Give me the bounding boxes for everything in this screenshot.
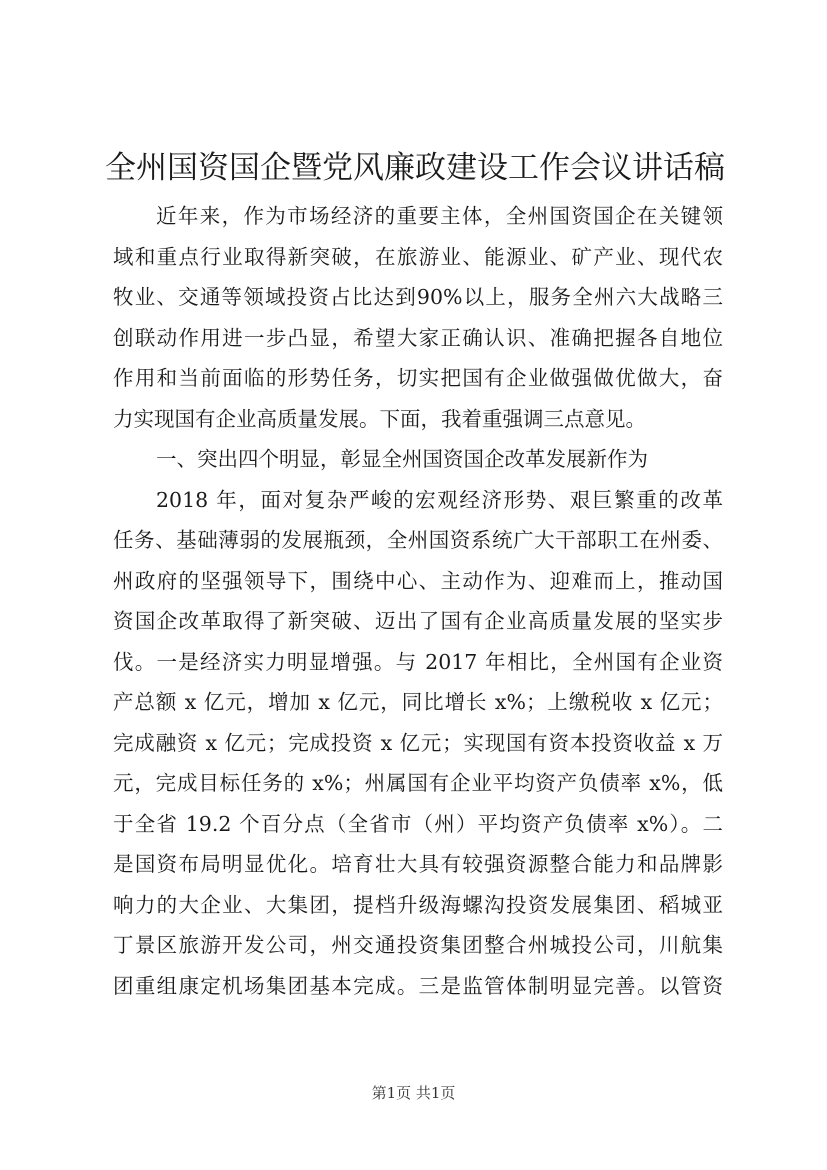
paragraph-line: 伐。一是经济实力明显增强。与 2017 年相比，全州国有企业资 [113,649,723,674]
paragraph-line: 是国资布局明显优化。培育壮大具有较强资源整合能力和品牌影 [113,852,723,876]
paragraph-line: 资国企改革取得了新突破、迈出了国有企业高质量发展的坚实步 [113,609,723,633]
document-body [113,196,723,1006]
paragraph-line: 州政府的坚强领导下，围绕中心、主动作为、迎难而上，推动国 [113,568,723,593]
section-heading: 一、突出四个明显，彰显全州国资国企改革发展新作为 [156,447,648,471]
paragraph-line: 团重组康定机场集团基本完成。三是监管体制明显完善。以管资 [113,973,723,998]
paragraph-line: 响力的大企业、大集团，提档升级海螺沟投资发展集团、稻城亚 [113,892,723,917]
paragraph-line: 牧业、交通等领域投资占比达到90%以上，服务全州六大战略三 [113,285,723,309]
paragraph-line: 丁景区旅游开发公司，州交通投资集团整合州城投公司，川航集 [113,933,723,957]
page-footer: 第1页 共1页 [371,1084,456,1102]
paragraph-line: 任务、基础薄弱的发展瓶颈，全州国资系统广大干部职工在州委、 [113,528,723,552]
paragraph-line: 作用和当前面临的形势任务，切实把国有企业做强做优做大，奋 [113,366,723,390]
paragraph-line: 产总额 x 亿元，增加 x 亿元，同比增长 x%；上缴税收 x 亿元； [113,690,723,714]
paragraph-line: 元，完成目标任务的 x%；州属国有企业平均资产负债率 x%，低 [113,771,723,795]
paragraph-line: 近年来，作为市场经济的重要主体，全州国资国企在关键领 [156,204,723,228]
paragraph-line: 完成融资 x 亿元；完成投资 x 亿元；实现国有资本投资收益 x 万 [113,730,723,755]
page-title: 全州国资国企暨党风廉政建设工作会议讲话稿 [105,150,725,186]
paragraph-line: 力实现国有企业高质量发展。下面，我着重强调三点意见。 [113,406,646,431]
paragraph-line: 创联动作用进一步凸显，希望大家正确认识、准确把握各自地位 [113,325,723,350]
paragraph-line: 域和重点行业取得新突破，在旅游业、能源业、矿产业、现代农 [113,244,723,269]
paragraph-line: 于全省 19.2 个百分点（全省市（州）平均资产负债率 x%）。二 [113,811,723,836]
paragraph-line: 2018 年，面对复杂严峻的宏观经济形势、艰巨繁重的改革 [156,487,723,512]
